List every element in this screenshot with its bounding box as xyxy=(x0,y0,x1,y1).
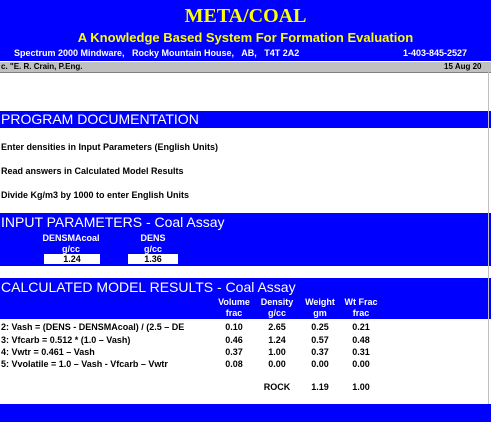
total-weight: 1.19 xyxy=(311,382,329,392)
column-divider xyxy=(488,72,489,404)
row-density: 2.65 xyxy=(268,322,286,332)
row-volume: 0.46 xyxy=(225,335,243,345)
row-label: 3: Vfcarb = 0.512 * (1.0 – Vash) xyxy=(1,335,131,345)
total-label: ROCK xyxy=(263,382,291,392)
row-wtfrac: 0.48 xyxy=(352,335,370,345)
doc-line-3: Divide Kg/m3 by 1000 to enter English Units xyxy=(1,190,190,200)
row-volume: 0.10 xyxy=(225,322,243,332)
col-unit-wtfrac: frac xyxy=(352,308,370,318)
dens-unit: g/cc xyxy=(143,244,162,254)
company-line: Spectrum 2000 Mindware, Rocky Mountain House, AB, T4T 2A2 xyxy=(14,48,300,58)
doc-line-2: Read answers in Calculated Model Results xyxy=(1,166,184,176)
header-date: 15 Aug 20 xyxy=(444,62,482,71)
doc-line-1: Enter densities in Input Parameters (English Units) xyxy=(1,142,219,152)
densmacoal-label: DENSMAcoal xyxy=(42,233,100,243)
row-weight: 0.37 xyxy=(311,347,329,357)
row-density: 0.00 xyxy=(268,359,286,369)
dens-label: DENS xyxy=(140,233,166,243)
row-wtfrac: 0.31 xyxy=(352,347,370,357)
row-weight: 0.00 xyxy=(311,359,329,369)
app-title: META/COAL xyxy=(184,5,307,27)
app-subtitle: A Knowledge Based System For Formation Evaluation xyxy=(77,30,414,45)
row-wtfrac: 0.00 xyxy=(352,359,370,369)
col-header-density: Density xyxy=(260,297,294,307)
row-label: 2: Vash = (DENS - DENSMAcoal) / (2.5 – DE xyxy=(1,322,185,332)
row-weight: 0.57 xyxy=(311,335,329,345)
row-label: 5: Vvolatile = 1.0 – Vash - Vfcarb – Vwtr xyxy=(1,359,168,369)
densmacoal-input[interactable]: 1.24 xyxy=(44,254,100,264)
total-wtfrac: 1.00 xyxy=(352,382,370,392)
row-density: 1.24 xyxy=(268,335,286,345)
documentation-heading: PROGRAM DOCUMENTATION xyxy=(0,111,491,128)
phone-number: 1-403-845-2527 xyxy=(403,48,468,58)
row-density: 1.00 xyxy=(268,347,286,357)
col-header-weight: Weight xyxy=(305,297,335,307)
row-weight: 0.25 xyxy=(311,322,329,332)
results-heading: CALCULATED MODEL RESULTS - Coal Assay xyxy=(0,278,491,297)
densmacoal-unit: g/cc xyxy=(61,244,80,254)
row-volume: 0.37 xyxy=(225,347,243,357)
col-header-wtfrac: Wt Frac xyxy=(344,297,378,307)
col-header-volume: Volume xyxy=(218,297,250,307)
row-label: 4: Vwtr = 0.461 – Vash xyxy=(1,347,95,357)
row-wtfrac: 0.21 xyxy=(352,322,370,332)
copyright-text: c. "E. R. Crain, P.Eng. xyxy=(1,62,83,71)
col-unit-volume: frac xyxy=(225,308,243,318)
col-unit-weight: gm xyxy=(313,308,327,318)
dens-input[interactable]: 1.36 xyxy=(128,254,178,264)
footer-band xyxy=(0,404,491,422)
col-unit-density: g/cc xyxy=(267,308,286,318)
inputs-heading: INPUT PARAMETERS - Coal Assay xyxy=(0,213,491,232)
row-volume: 0.08 xyxy=(225,359,243,369)
